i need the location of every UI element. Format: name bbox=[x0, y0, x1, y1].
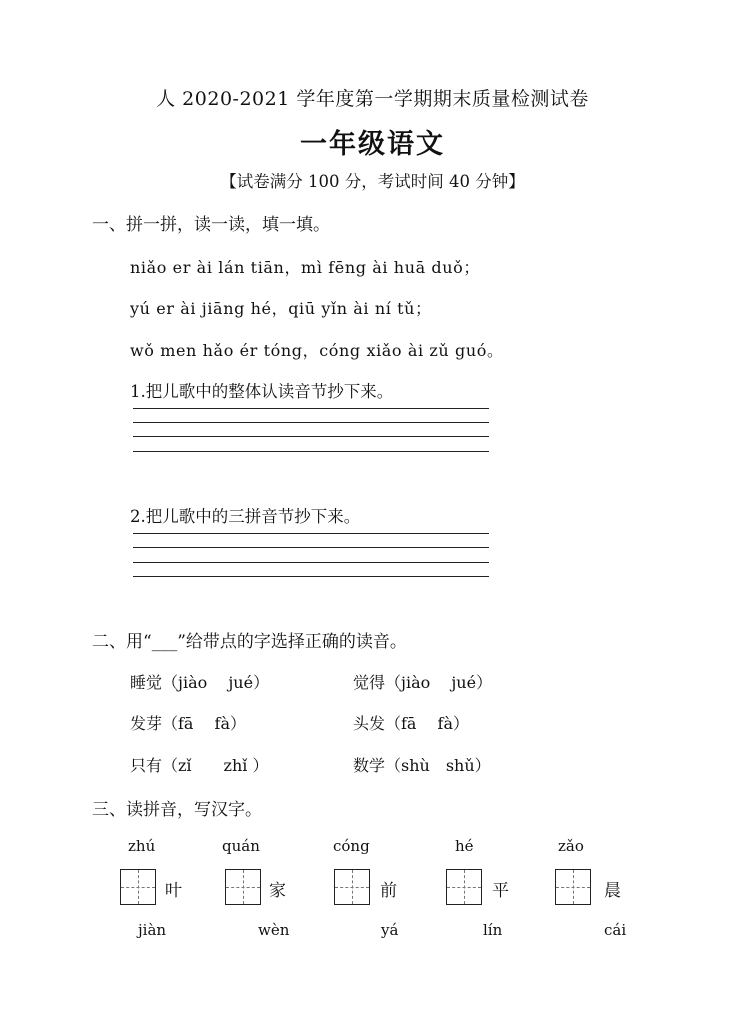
choice-item[interactable]: 只有（zǐ zhǐ ） bbox=[130, 756, 269, 775]
exam-info: 【试卷满分 100 分，考试时间 40 分钟】 bbox=[220, 172, 525, 191]
question-1-2: 2.把儿歌中的三拼音节抄下来。 bbox=[130, 507, 361, 526]
pinyin-prompt: cái bbox=[604, 921, 627, 939]
answer-line[interactable] bbox=[133, 408, 489, 409]
pinyin-prompt: lín bbox=[483, 921, 503, 939]
section-2-heading: 二、用“___”给带点的字选择正确的读音。 bbox=[92, 632, 407, 652]
answer-line[interactable] bbox=[133, 576, 489, 577]
writing-grid-box[interactable] bbox=[446, 869, 482, 905]
pinyin-prompt: wèn bbox=[258, 921, 290, 939]
answer-line[interactable] bbox=[133, 436, 489, 437]
writing-grid-box[interactable] bbox=[120, 869, 156, 905]
section-3-heading: 三、读拼音，写汉字。 bbox=[92, 800, 262, 820]
pinyin-prompt: jiàn bbox=[138, 921, 167, 939]
pinyin-prompt: yá bbox=[381, 921, 399, 939]
choice-item[interactable]: 头发（fā fà） bbox=[353, 714, 470, 733]
writing-grid-box[interactable] bbox=[334, 869, 370, 905]
choice-item[interactable]: 数学（shù shǔ） bbox=[353, 756, 491, 775]
given-character: 前 bbox=[380, 881, 397, 901]
pinyin-prompt: quán bbox=[222, 837, 260, 855]
exam-title: 人 2020-2021 学年度第一学期期末质量检测试卷 bbox=[156, 88, 589, 110]
answer-line[interactable] bbox=[133, 533, 489, 534]
answer-line[interactable] bbox=[133, 562, 489, 563]
pinyin-line-1: niǎo er ài lán tiān，mì fēng ài huā duǒ； bbox=[130, 258, 481, 277]
pinyin-prompt: hé bbox=[455, 837, 474, 855]
answer-line[interactable] bbox=[133, 451, 489, 452]
pinyin-line-3: wǒ men hǎo ér tóng，cóng xiǎo ài zǔ guó。 bbox=[130, 341, 504, 360]
subject-title: 一年级语文 bbox=[300, 129, 445, 160]
writing-grid-box[interactable] bbox=[555, 869, 591, 905]
answer-line[interactable] bbox=[133, 422, 489, 423]
pinyin-prompt: zǎo bbox=[558, 837, 584, 855]
section-1-heading: 一、拼一拼，读一读，填一填。 bbox=[92, 215, 330, 235]
pinyin-prompt: cóng bbox=[333, 837, 370, 855]
pinyin-line-2: yú er ài jiāng hé，qiū yǐn ài ní tǔ； bbox=[130, 299, 432, 318]
pinyin-prompt: zhú bbox=[128, 837, 156, 855]
choice-item[interactable]: 睡觉（jiào jué） bbox=[130, 673, 270, 692]
answer-line[interactable] bbox=[133, 547, 489, 548]
given-character: 叶 bbox=[165, 881, 182, 901]
question-1-1: 1.把儿歌中的整体认读音节抄下来。 bbox=[130, 382, 394, 401]
given-character: 晨 bbox=[604, 881, 621, 901]
choice-item[interactable]: 发芽（fā fà） bbox=[130, 714, 247, 733]
writing-grid-box[interactable] bbox=[225, 869, 261, 905]
given-character: 家 bbox=[269, 881, 286, 901]
given-character: 平 bbox=[492, 881, 509, 901]
choice-item[interactable]: 觉得（jiào jué） bbox=[353, 673, 493, 692]
